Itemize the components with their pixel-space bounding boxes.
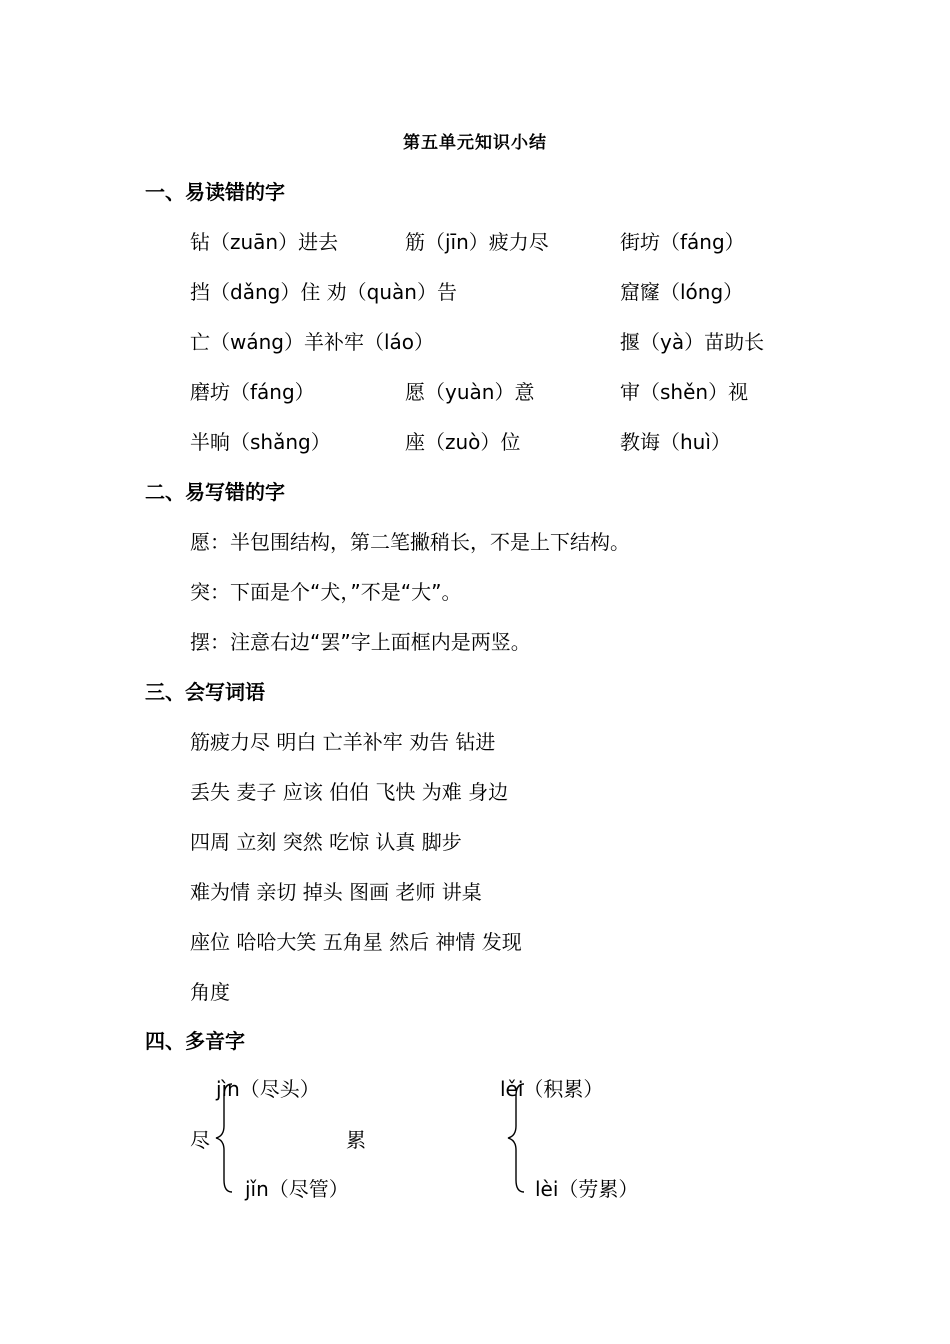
s1-r1-c2: 窟窿（lóng） xyxy=(620,280,744,304)
page-title: 第五单元知识小结 xyxy=(403,133,547,153)
right-brace-icon xyxy=(504,1082,528,1194)
s2-line-1: 突：下面是个“犬，”不是“大”。 xyxy=(190,580,462,604)
left-top-reading: jìn（尽头） xyxy=(216,1077,320,1101)
s1-r2-c2: 揠（yà）苗助长 xyxy=(620,330,765,354)
left-brace-icon xyxy=(212,1082,236,1194)
s1-r3-c0: 磨坊（fáng） xyxy=(190,380,315,404)
s3-line-2: 四周 立刻 突然 吃惊 认真 脚步 xyxy=(190,830,462,854)
s3-line-0: 筋疲力尽 明白 亡羊补牢 劝告 钻进 xyxy=(190,730,496,754)
section-heading-2: 二、易写错的字 xyxy=(145,480,285,504)
s3-line-1: 丢失 麦子 应该 伯伯 飞快 为难 身边 xyxy=(190,780,509,804)
section-heading-3: 三、会写词语 xyxy=(145,680,265,704)
left-bottom-reading: jǐn（尽管） xyxy=(245,1177,349,1201)
s1-r0-c0: 钻（zuān）进去 xyxy=(190,230,339,254)
s1-r3-c1: 愿（yuàn）意 xyxy=(405,380,535,404)
s1-r4-c0: 半晌（shǎng） xyxy=(190,430,331,454)
s1-r0-c2: 街坊（fáng） xyxy=(620,230,745,254)
s1-r2-c0: 亡（wáng）羊补牢（láo） xyxy=(190,330,435,354)
s2-line-2: 摆：注意右边“罢”字上面框内是两竖。 xyxy=(190,630,531,654)
section-heading-1: 一、易读错的字 xyxy=(145,180,285,204)
section-heading-4: 四、多音字 xyxy=(145,1029,245,1053)
s1-r0-c1: 筋（jīn）疲力尽 xyxy=(405,230,549,254)
right-char: 累 xyxy=(346,1128,366,1152)
s3-line-3: 难为情 亲切 掉头 图画 老师 讲桌 xyxy=(190,880,482,904)
s2-line-0: 愿：半包围结构，第二笔撇稍长，不是上下结构。 xyxy=(190,530,630,554)
s1-r1-c0: 挡（dǎng）住 劝（quàn）告 xyxy=(190,280,457,304)
s1-r4-c1: 座（zuò）位 xyxy=(405,430,521,454)
right-bottom-reading: lèi（劳累） xyxy=(535,1177,639,1201)
s1-r4-c2: 教诲（huì） xyxy=(620,430,731,454)
s3-line-4: 座位 哈哈大笑 五角星 然后 神情 发现 xyxy=(190,930,522,954)
s3-line-5: 角度 xyxy=(190,980,230,1004)
right-top-reading: lěi（积累） xyxy=(500,1077,604,1101)
s1-r3-c2: 审（shěn）视 xyxy=(620,380,749,404)
left-char: 尽 xyxy=(190,1128,210,1152)
